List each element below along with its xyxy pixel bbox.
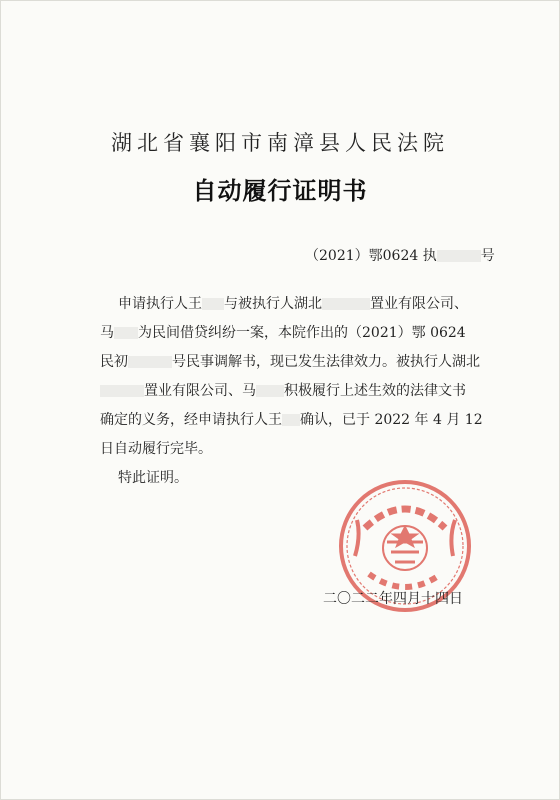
body-text: 与被执行人湖北 (224, 296, 322, 312)
redaction-mark (202, 298, 224, 310)
redaction-mark (282, 414, 300, 426)
redaction-mark (128, 356, 172, 368)
body-text: 确定的义务，经申请执行人王 (100, 412, 282, 428)
body-line (100, 435, 486, 464)
body-text: 号民事调解书，现已发生法律效力。被执行人湖北 (172, 354, 480, 370)
body-text: 日自动履行完毕。 (100, 441, 212, 457)
document-title: 自动履行证明书 (192, 176, 368, 205)
body-line (100, 377, 486, 406)
body-text: 置业有限公司、 (370, 296, 468, 312)
court-name: 湖北省襄阳市南漳县人民法院 (111, 131, 449, 155)
case-number-prefix: （2021）鄂0624 执 (305, 248, 437, 264)
redaction-mark (100, 385, 144, 397)
body-line (100, 290, 486, 319)
body-line (100, 348, 486, 377)
body-text: 马 (100, 325, 114, 341)
body-text: 置业有限公司、马 (144, 383, 256, 399)
body-line (100, 406, 486, 435)
issue-date: 二〇二二年四月十四日 (323, 591, 463, 607)
case-number-suffix: 号 (480, 248, 495, 264)
document-body (100, 290, 486, 493)
body-text: 为民间借贷纠纷一案，本院作出的（2021）鄂 0624 (138, 325, 466, 341)
closing-text: 特此证明。 (118, 470, 188, 486)
body-text: 民初 (100, 354, 128, 370)
body-line (100, 319, 486, 348)
case-number (305, 245, 495, 265)
body-text: 申请执行人王 (118, 296, 202, 312)
redaction-mark (114, 327, 138, 339)
body-text: 积极履行上述生效的法律文书 (284, 383, 466, 399)
redaction-mark (256, 385, 284, 397)
redaction-mark (437, 250, 481, 262)
body-text: 确认，已于 2022 年 4 月 12 (300, 412, 483, 428)
redaction-mark (322, 298, 370, 310)
